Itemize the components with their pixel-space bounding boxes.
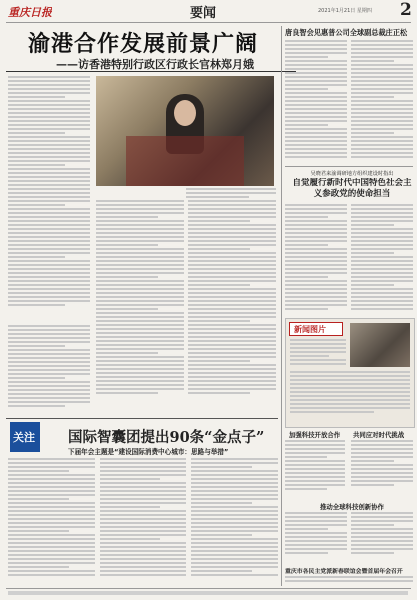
brief-body-1 <box>285 440 345 500</box>
dateline: 2021年1月21日 星期四 <box>318 8 372 14</box>
right-article-1-body <box>285 40 413 165</box>
right-rule-1 <box>285 166 413 167</box>
right-headline-2: 自觉履行新时代中国特色社会主义参政党的使命担当 <box>292 178 412 199</box>
top-story-subtitle: ——访香港特别行政区行政长官林郑月娥 <box>56 58 254 71</box>
lower-story-subtitle: 下届年会主题是“建设国际消费中心城市：思路与举措” <box>68 448 229 456</box>
lower-story-badge <box>10 422 40 452</box>
top-story-body-col1 <box>8 76 90 321</box>
top-story-body-col2 <box>96 200 184 415</box>
brief-head-1: 加强科技开放合作 <box>289 431 341 439</box>
lower-story-badge-text: 关注 <box>13 431 35 444</box>
column-divider <box>281 26 282 586</box>
section-name: 要闻 <box>190 6 217 21</box>
brief-head-2: 共同应对时代挑战 <box>353 431 405 439</box>
brief-head-4: 重庆市各民主党派新春联谊会暨首届年会召开 <box>285 568 403 575</box>
brief-body-3 <box>285 512 413 564</box>
right-kicker-2: 吴晓君来渝调研地方组织建设时指出 <box>310 171 394 177</box>
brief-body-4 <box>285 576 413 584</box>
lower-story-title: 国际智囊团提出90条“金点子” <box>68 429 265 446</box>
news-photo-box <box>285 318 415 428</box>
top-story-body-col3 <box>188 200 276 415</box>
news-photo-text-2 <box>290 371 410 415</box>
photo-caption <box>186 188 276 198</box>
masthead <box>0 0 417 22</box>
news-photo-label-text: 新闻图片 <box>294 325 326 334</box>
top-story-body-col1b <box>8 325 90 415</box>
photo-chair <box>126 136 244 186</box>
right-headline-1: 唐良智会见惠普公司全球副总裁庄正松 <box>285 28 408 37</box>
footer-info <box>8 591 408 595</box>
brief-body-2 <box>351 440 413 500</box>
photo-subject-face <box>174 100 196 126</box>
masthead-rule <box>6 22 411 23</box>
brief-head-3: 推动全球科技创新协作 <box>320 503 384 511</box>
lower-story-rule <box>6 418 278 419</box>
lower-story-body <box>8 458 278 586</box>
footer-rule <box>6 588 411 589</box>
news-photo-text <box>290 339 346 367</box>
newspaper-logo: 重庆日报 <box>8 6 52 19</box>
page-number: 2 <box>400 0 412 20</box>
right-article-2-body <box>285 204 413 316</box>
top-story-title: 渝港合作发展前景广阔 <box>28 31 259 57</box>
news-photo-label <box>289 322 343 336</box>
news-photo <box>350 323 410 367</box>
headline-rule <box>6 71 296 72</box>
top-story-photo <box>96 76 274 186</box>
